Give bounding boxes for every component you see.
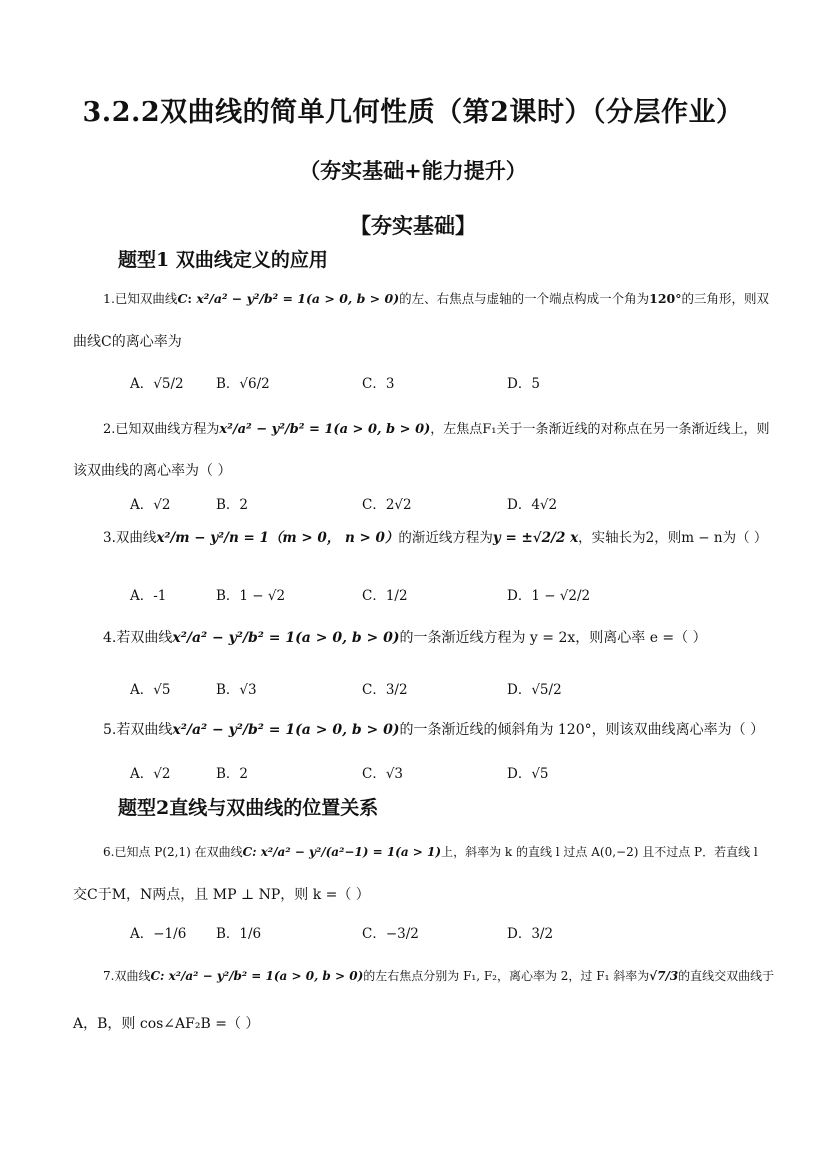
q6-equation: C: x²/a² − y²/(a²−1) = 1(a > 1) (242, 845, 442, 859)
question-4 (103, 631, 763, 645)
q5-option-a: A．√2 (130, 766, 171, 782)
q1-equation: x²/a² − y²/b² = 1(a > 0, b > 0) (196, 291, 400, 306)
q7-slope: √7/3 (649, 969, 679, 983)
q6-end: 上，斜率为 k 的直线 l 过点 A(0,−2) 且不过点 P．若直线 l (441, 845, 758, 859)
q4-option-a: A．√5 (130, 682, 171, 698)
q5-option-d: D．√5 (507, 766, 549, 782)
q6-option-b: B．1/6 (216, 926, 262, 942)
q2-option-a: A．√2 (130, 497, 171, 513)
q6-option-c: C．−3/2 (362, 926, 419, 942)
question-6 (103, 846, 763, 858)
q5-option-b: B．2 (216, 766, 249, 782)
page-subtitle: （夯实基础+能力提升） (299, 158, 527, 183)
q1-option-a: A．√5/2 (130, 376, 184, 392)
q1-option-b: B．√6/2 (216, 376, 270, 392)
question-1: 1.已知双曲线C: x²/a² − y²/b² = 1(a > 0, b > 0)的左、右焦点与虚轴的一个端点构成一个角为120°的三角形，则双 (103, 291, 769, 306)
q2-option-d: D．4√2 (507, 497, 558, 513)
q4-option-d: D．√5/2 (507, 682, 562, 698)
q1-curve-name: C (177, 291, 188, 306)
q7-mid: 的左右焦点分别为 F₁, F₂，离心率为 2，过 F₁ 斜率为 (363, 969, 650, 983)
q2-option-b: B．2 (216, 497, 249, 513)
question-7 (103, 969, 775, 983)
q2-end: ，左焦点F₁关于一条渐近线的对称点在另一条渐近线上，则 (430, 422, 770, 437)
q5-end: 的一条渐近线的倾斜角为 120°，则该双曲线离心率为（ ） (399, 722, 765, 738)
q7-line2: A，B，则 cos∠AF₂B =（ ） (73, 1016, 260, 1032)
q1-mid: 的左、右焦点与虚轴的一个端点构成一个角为 (399, 291, 650, 306)
q4-end: 的一条渐近线方程为 y = 2x，则离心率 e =（ ） (399, 630, 707, 646)
q6-line2: 交C于M，N两点，且 MP ⊥ NP，则 k =（ ） (73, 887, 370, 903)
q3-equation: x²/m − y²/n = 1（m > 0， n > 0） (156, 530, 399, 546)
q1-option-d: D．5 (507, 376, 540, 392)
type2-heading: 题型2直线与双曲线的位置关系 (118, 797, 379, 819)
question-5 (103, 723, 763, 737)
q5-equation: x²/a² − y²/b² = 1(a > 0, b > 0) (172, 722, 400, 738)
q2-line2: 该双曲线的离心率为（ ） (73, 463, 232, 479)
q1-angle: 120° (649, 291, 682, 306)
q1-prefix: 1.已知双曲线 (103, 291, 178, 306)
q2-equation: x²/a² − y²/b² = 1(a > 0, b > 0) (219, 422, 431, 437)
q3-mid: 的渐近线方程为 (398, 530, 493, 546)
q4-equation: x²/a² − y²/b² = 1(a > 0, b > 0) (172, 630, 400, 646)
q3-prefix: 3.双曲线 (103, 530, 157, 546)
q7-prefix: 7.双曲线 (103, 969, 151, 983)
question-2 (103, 422, 770, 437)
section-heading: 【夯实基础】 (350, 213, 476, 238)
q5-option-c: C．√3 (362, 766, 404, 782)
q5-prefix: 5.若双曲线 (103, 722, 173, 738)
q6-option-d: D．3/2 (507, 926, 554, 942)
q7-end: 的直线交双曲线于 (678, 969, 775, 983)
q2-prefix: 2.已知双曲线方程为 (103, 422, 220, 437)
q3-option-a: A．-1 (130, 588, 167, 604)
q4-option-b: B．√3 (216, 682, 257, 698)
q3-option-d: D．1 − √2/2 (507, 588, 591, 604)
q2-option-c: C．2√2 (362, 497, 412, 513)
q3-option-c: C．1/2 (362, 588, 408, 604)
question-3 (103, 530, 768, 546)
q4-option-c: C．3/2 (362, 682, 408, 698)
q1-option-c: C．3 (362, 376, 395, 392)
q6-option-a: A．−1/6 (130, 926, 187, 942)
type1-heading: 题型1 双曲线定义的应用 (118, 249, 328, 271)
page-title: 3.2.2双曲线的简单几何性质（第2课时）（分层作业） (82, 97, 744, 128)
q1-line2: 曲线C的离心率为 (73, 334, 182, 350)
q1-end: 的三角形，则双 (681, 291, 769, 306)
q3-end: ，实轴长为2，则m − n为（ ） (578, 530, 768, 546)
q4-prefix: 4.若双曲线 (103, 630, 173, 646)
q6-prefix: 6.已知点 P(2,1) 在双曲线 (103, 845, 243, 859)
q3-option-b: B．1 − √2 (216, 588, 286, 604)
q3-asymptote: y = ±√2/2 x (492, 530, 579, 546)
q7-equation: C: x²/a² − y²/b² = 1(a > 0, b > 0) (150, 969, 364, 983)
